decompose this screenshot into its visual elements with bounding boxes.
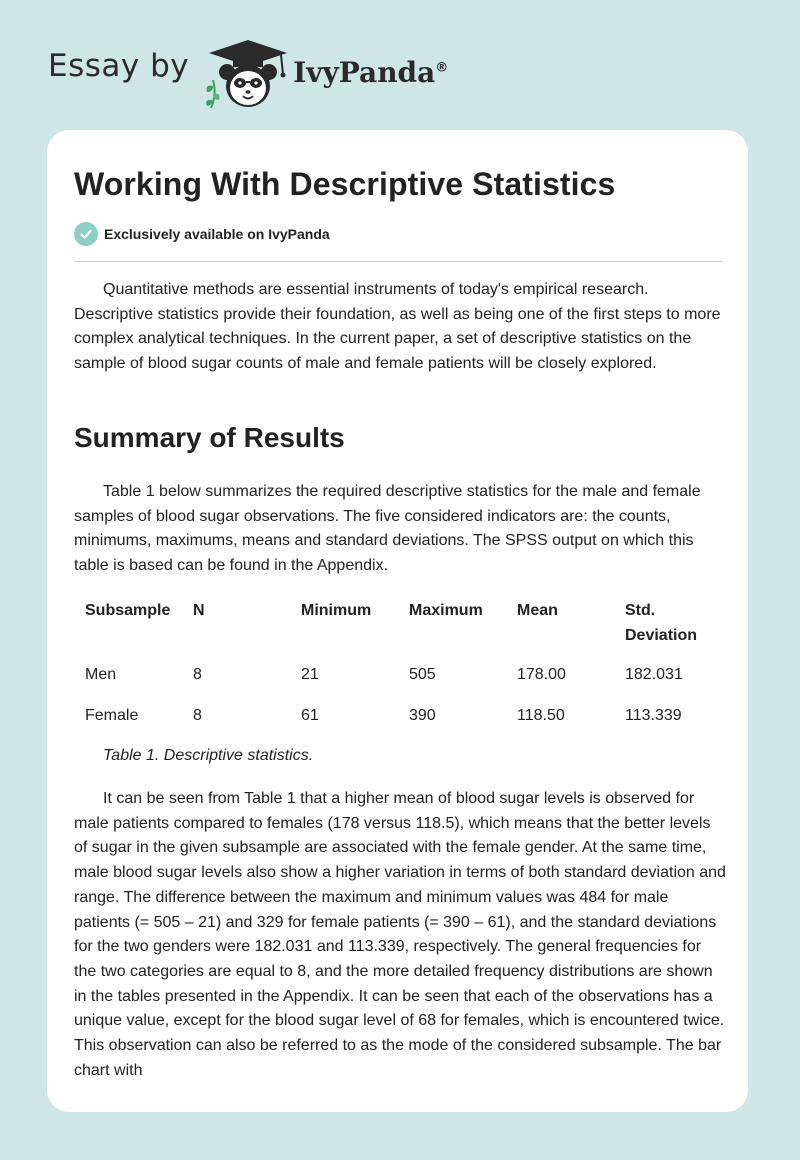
table-caption: Table 1. Descriptive statistics. <box>103 747 314 764</box>
table-row <box>74 654 724 695</box>
badge-label: Exclusively available on IvyPanda <box>104 226 330 242</box>
table-cell: 8 <box>193 707 202 724</box>
header-std-deviation: Std. Deviation <box>625 602 698 644</box>
brand-prefix: Essay by <box>48 48 190 84</box>
brand-header <box>48 34 448 114</box>
table-cell: 8 <box>193 666 202 683</box>
table-cell: Men <box>85 666 117 683</box>
table-cell: 113.339 <box>625 707 682 724</box>
ivypanda-logo-icon[interactable] <box>203 36 293 112</box>
table-cell: 178.00 <box>517 666 566 683</box>
analysis-paragraph: It can be seen from Table 1 that a higher mean of blood sugar levels is observed for male patients compared to females (178 versus 118.5), which means that the better levels of sugar in the given subsample are associated with the female gender. At the same time, male blood sugar levels also show a higher variation in terms of both standard deviation and range. The difference between the maximum and minimum values was 484 for male patients (= 505 – 21) and 329 for female patients (= 390 – 61), and the standard deviations for the two genders were 182.031 and 113.339, respectively. The general frequencies for the two categories are equal to 8, and the more detailed frequency distributions are shown in the tables presented in the Appendix. It can be seen that each of the observations has a unique value, except for the blood sugar level of 68 for females, which is encountered twice. This observation can also be referred to as the mode of the considered subsample. The bar chart with <box>74 790 726 1079</box>
header-n: N <box>193 602 205 619</box>
header-mean: Mean <box>517 602 558 619</box>
brand-name <box>293 56 448 89</box>
table-cell: 182.031 <box>625 666 683 683</box>
header-minimum: Minimum <box>301 602 372 619</box>
section-intro-paragraph: Table 1 below summarizes the required descriptive statistics for the male and female samples of blood sugar observations. The five considered indicators are: the counts, minimums, maximums, means and standard deviations. The SPSS output on which this table is based can be found in the Appendix. <box>74 483 701 575</box>
table-cell: 61 <box>301 707 319 724</box>
table-cell: 118.50 <box>517 707 565 724</box>
article-card <box>47 130 748 1112</box>
checkmark-icon <box>74 222 98 246</box>
table-cell: 505 <box>409 666 436 683</box>
section-heading: Summary of Results <box>74 422 345 453</box>
registered-mark: ® <box>435 60 449 76</box>
statistics-table <box>74 592 724 736</box>
table-header-row <box>74 592 724 654</box>
brand-name-text: IvyPanda <box>293 55 436 89</box>
table-cell: 21 <box>301 666 319 683</box>
table-cell: Female <box>85 707 139 724</box>
table-row <box>74 695 724 736</box>
divider <box>74 261 723 262</box>
table-cell: 390 <box>409 707 436 724</box>
header-maximum: Maximum <box>409 602 483 619</box>
exclusive-badge <box>74 222 330 246</box>
intro-paragraph: Quantitative methods are essential instruments of today's empirical research. Descriptive statistics provide their foundation, as well as being one of the first steps to more complex analytical techniques. In the current paper, a set of descriptive statistics on the sample of blood sugar counts of male and female patients will be closely explored. <box>74 281 721 373</box>
header-subsample: Subsample <box>85 602 171 619</box>
page-title: Working With Descriptive Statistics <box>74 166 616 202</box>
